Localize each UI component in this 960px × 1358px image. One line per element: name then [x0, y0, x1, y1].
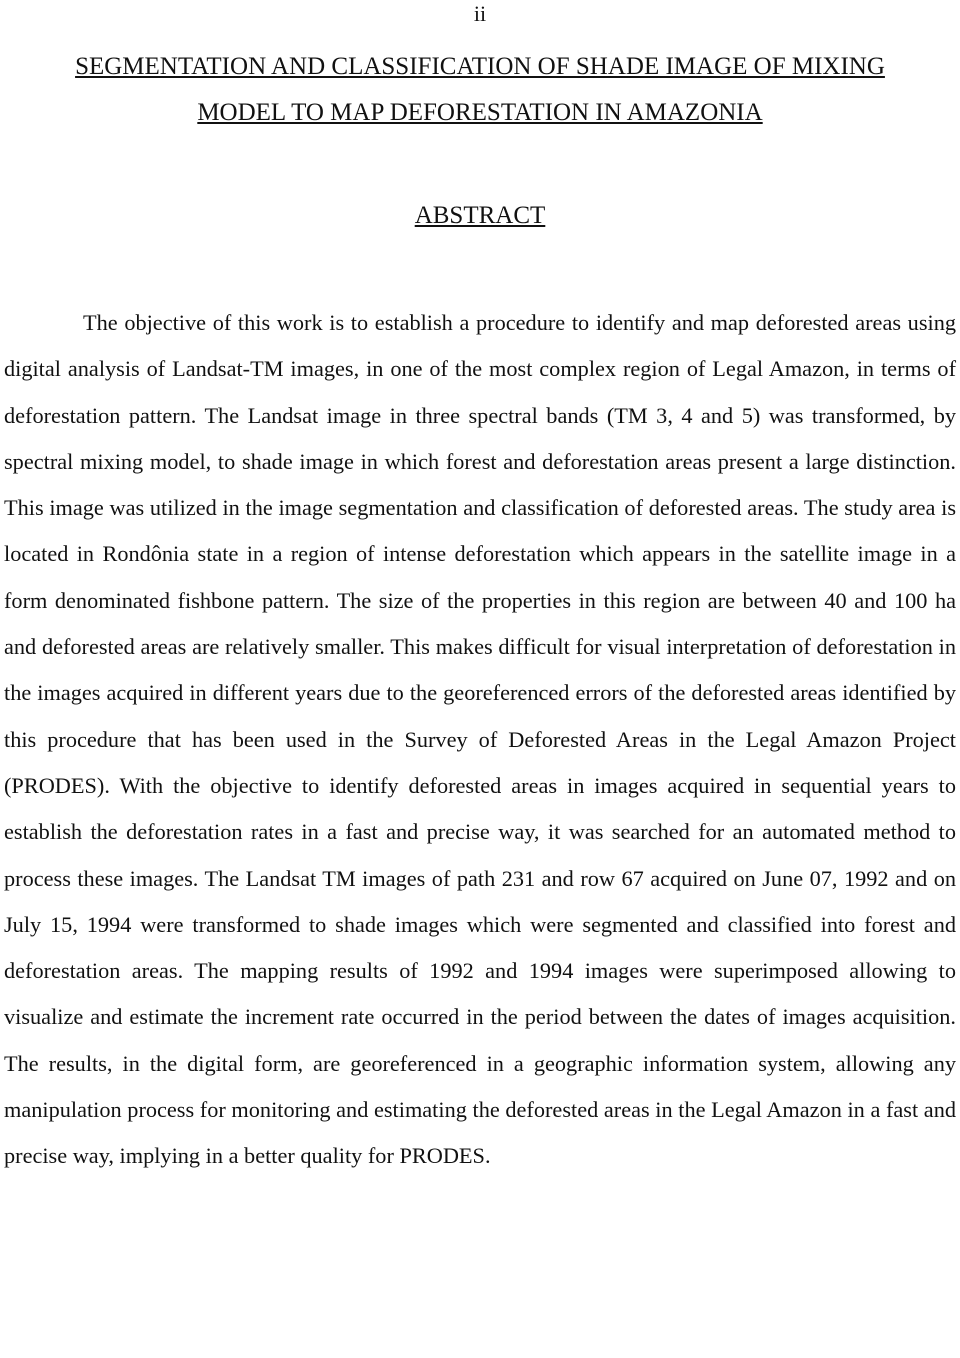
- title-line-2: MODEL TO MAP DEFORESTATION IN AMAZONIA: [197, 99, 763, 126]
- abstract-heading: ABSTRACT: [414, 202, 546, 229]
- document-title: [0, 44, 960, 136]
- page-number: ii: [473, 1, 487, 26]
- title-line-1: SEGMENTATION AND CLASSIFICATION OF SHADE IMAGE OF MIXING: [75, 53, 885, 80]
- abstract-body: The objective of this work is to establish a procedure to identify and map deforested areas using digital analysis of Landsat-TM images, in one of the most complex region of Legal Amazon, in terms of deforestation pattern. The Landsat image in three spectral bands (TM 3, 4 and 5) was transformed, by spectral mixing model, to shade image in which forest and deforestation areas present a large distinction. This image was utilized in the image segmentation and classification of deforested areas. The study area is located in Rondônia state in a region of intense deforestation which appears in the satellite image in a form denominated fishbone pattern. The size of the properties in this region are between 40 and 100 ha and deforested areas are relatively smaller. This makes difficult for visual interpretation of deforestation in the images acquired in different years due to the georeferenced errors of the deforested areas identified by this procedure that has been used in the Survey of Deforested Areas in the Legal Amazon Project (PRODES). With the objective to identify deforested areas in images acquired in sequential years to establish the deforestation rates in a fast and precise way, it was searched for an automated method to process these images. The Landsat TM images of path 231 and row 67 acquired on June 07, 1992 and on July 15, 1994 were transformed to shade images which were segmented and classified into forest and deforestation areas. The mapping results of 1992 and 1994 images were superimposed allowing to visualize and estimate the increment rate occurred in the period between the dates of images acquisition. The results, in the digital form, are georeferenced in a geographic information system, allowing any manipulation process for monitoring and estimating the deforested areas in the Legal Amazon in a fast and precise way, implying in a better quality for PRODES.: [4, 310, 956, 1169]
